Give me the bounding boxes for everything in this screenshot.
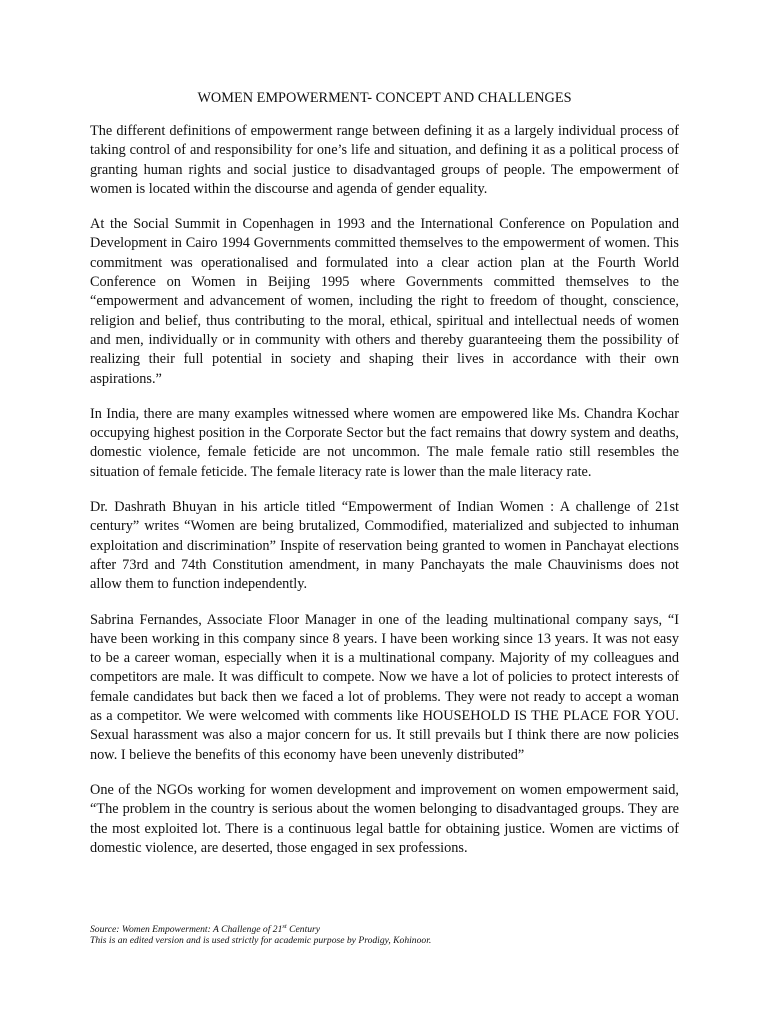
source-suffix: Century: [286, 924, 321, 936]
document-title: WOMEN EMPOWERMENT- CONCEPT AND CHALLENGES: [197, 90, 572, 106]
paragraph-ngo: One of the NGOs working for women development and improvement on women empowerment said, “The problem in the country is serious about the women belonging to disadvantaged groups. They are the most exploited lot. There is a continuous legal battle for obtaining justice. Women are victims of domestic violence, are deserted, those engaged in sex professions.: [90, 781, 679, 856]
paragraph-fernandes: Sabrina Fernandes, Associate Floor Manager in one of the leading multinational company says, “I have been working in this company since 8 years. I have been working since 13 years. It was not easy to be a career woman, especially when it is a multinational company. Majority of my colleagues and competitors are male. It was difficult to compete. Now we have a lot of policies to protect interests of female candidates but back then we faced a lot of problems. They were not ready to accept a woman as a competitor. We were welcomed with comments like HOUSEHOLD IS THE PLACE FOR YOU. Sexual harassment was also a major concern for us. It still prevails but I think there are now policies now. I believe the benefits of this economy have been unevenly distributed”: [90, 611, 679, 763]
source-superscript: st: [282, 923, 287, 930]
source-line: [90, 921, 679, 935]
document-page: [90, 88, 679, 874]
footnote: [90, 921, 679, 946]
source-prefix: Source: Women Empowerment: A Challenge of 21: [90, 924, 283, 936]
paragraph-bhuyan: Dr. Dashrath Bhuyan in his article titled “Empowerment of Indian Women : A challenge of 21st century” writes “Women are being brutalized, Commodified, materialized and subjected to inhuman exploitation and discrimination” Inspite of reservation being granted to women in Panchayat elections after 73rd and 74th Constitution amendment, in many Panchayats the male Chauvinisms does not allow them to function independently.: [90, 499, 679, 593]
usage-note: This is an edited version and is used strictly for academic purpose by Prodigy, Kohinoor.: [90, 935, 432, 947]
paragraph-definitions: The different definitions of empowerment range between defining it as a largely individual process of taking control of and responsibility for one’s life and situation, and defining it as a political process of granting human rights and social justice to disadvantaged groups of people. The empowerment of women is located within the discourse and agenda of gender equality.: [90, 123, 679, 197]
paragraph-conferences: At the Social Summit in Copenhagen in 1993 and the International Conference on Population and Development in Cairo 1994 Governments committed themselves to the empowerment of women. This commitment was operationalised and formulated into a clear action plan at the Fourth World Conference on Women in Beijing 1995 where Governments committed themselves to the “empowerment and advancement of women, including the right to freedom of thought, conscience, religion and belief, thus contributing to the moral, ethical, spiritual and intellectual needs of women and men, individually or in community with others and thereby guaranteeing them the possibility of realizing their full potential in society and shaping their lives in accordance with their own aspirations.”: [90, 216, 679, 387]
paragraph-india: In India, there are many examples witnessed where women are empowered like Ms. Chandra Kochar occupying highest position in the Corporate Sector but the fact remains that dowry system and deaths, domestic violence, female feticide are not uncommon. The male female ratio still resembles the situation of female feticide. The female literacy rate is lower than the male literacy rate.: [90, 405, 679, 480]
